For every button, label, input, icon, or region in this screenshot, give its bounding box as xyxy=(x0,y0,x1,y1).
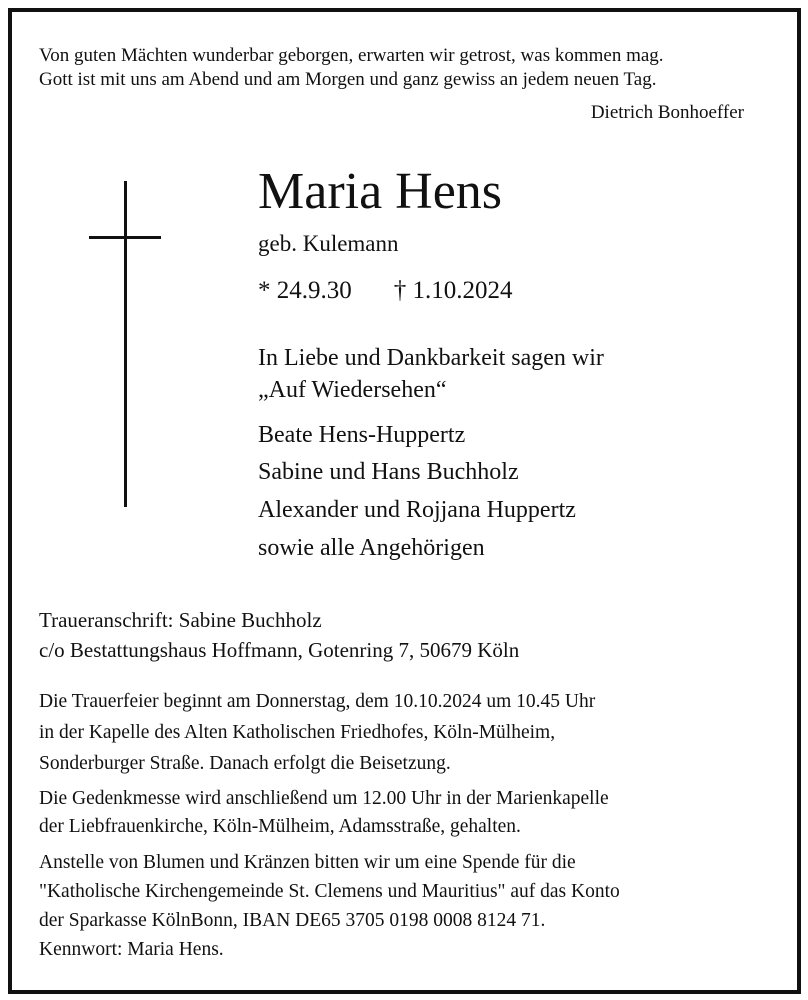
ceremony-line-3: Sonderburger Straße. Danach erfolgt die Beisetzung. xyxy=(39,753,451,774)
mass-line-2: der Liebfrauenkirche, Köln-Mülheim, Adamsstraße, gehalten. xyxy=(39,816,521,837)
donation-line-3: der Sparkasse KölnBonn, IBAN DE65 3705 0198 0008 8124 71. xyxy=(39,910,546,931)
address-line-1: Traueranschrift: Sabine Buchholz xyxy=(39,608,322,632)
mourner-4: sowie alle Angehörigen xyxy=(258,535,485,561)
deceased-name: Maria Hens xyxy=(258,163,503,220)
mourner-3: Alexander und Rojjana Huppertz xyxy=(258,497,576,523)
farewell-line-2: „Auf Wiedersehen“ xyxy=(258,377,447,403)
ceremony-line-1: Die Trauerfeier beginnt am Donnerstag, dem 10.10.2024 um 10.45 Uhr xyxy=(39,691,596,712)
donation-line-2: "Katholische Kirchengemeinde St. Clemens und Mauritius" auf das Konto xyxy=(39,881,620,902)
donation-line-1: Anstelle von Blumen und Kränzen bitten wir um eine Spende für die xyxy=(39,852,576,873)
life-dates xyxy=(258,277,513,305)
quote-line-1: Von guten Mächten wunderbar geborgen, erwarten wir getrost, was kommen mag. xyxy=(39,45,664,66)
donation-line-4: Kennwort: Maria Hens. xyxy=(39,939,224,960)
address-line-2: c/o Bestattungshaus Hoffmann, Gotenring 7, 50679 Köln xyxy=(39,638,520,662)
quote-line-2: Gott ist mit uns am Abend und am Morgen und ganz gewiss an jedem neuen Tag. xyxy=(39,69,657,90)
mass-line-1: Die Gedenkmesse wird anschließend um 12.00 Uhr in der Marienkapelle xyxy=(39,788,609,809)
death-date: † 1.10.2024 xyxy=(393,277,513,304)
cross-icon-horizontal xyxy=(89,236,161,239)
quote-author: Dietrich Bonhoeffer xyxy=(590,102,744,123)
farewell-line-1: In Liebe und Dankbarkeit sagen wir xyxy=(258,345,604,371)
cross-icon-vertical xyxy=(124,181,127,507)
mourner-2: Sabine und Hans Buchholz xyxy=(258,459,519,485)
ceremony-line-2: in der Kapelle des Alten Katholischen Friedhofes, Köln-Mülheim, xyxy=(39,722,556,743)
birth-name: geb. Kulemann xyxy=(258,231,399,256)
mourner-1: Beate Hens-Huppertz xyxy=(258,422,466,448)
birth-date: * 24.9.30 xyxy=(258,277,352,304)
